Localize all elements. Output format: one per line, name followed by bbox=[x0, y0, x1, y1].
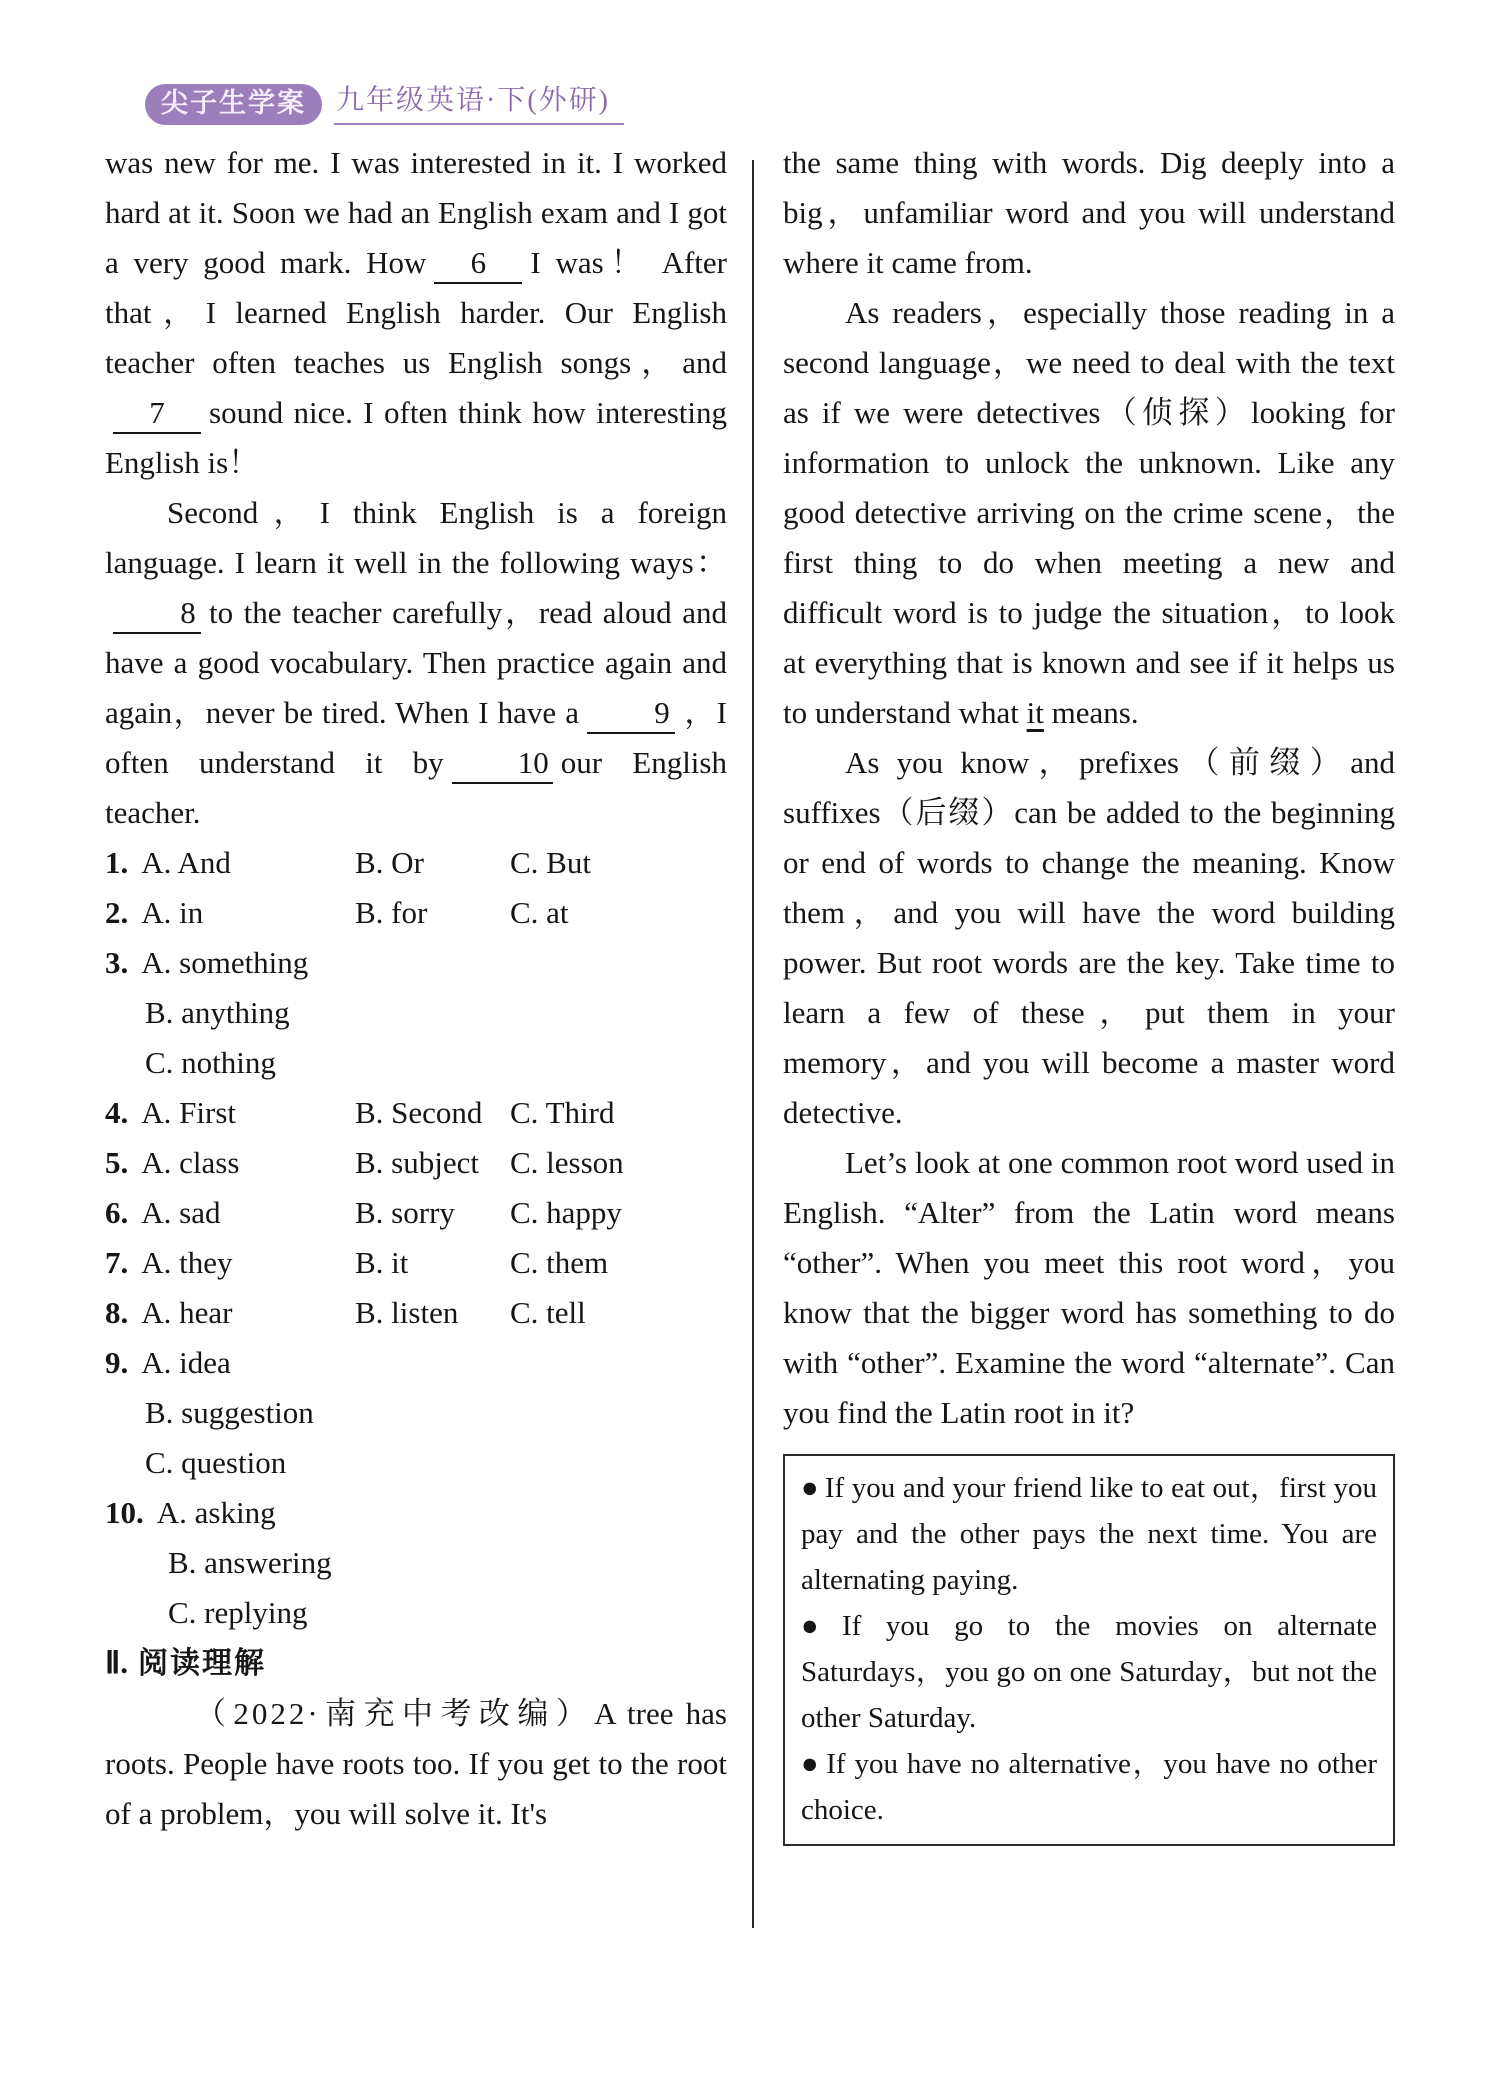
question-1 bbox=[105, 838, 727, 888]
example-item-2 bbox=[801, 1603, 1377, 1741]
reading-paragraph-3: As you know，prefixes（前缀）and suffixes（后缀）can be added to the beginning or end of words to change the meaning. Know them，and you will have the word building power. But root words are the key. Take time to learn a few of these，put them in your memory，and you will become a master word detective. bbox=[783, 745, 1395, 1130]
example-item-3-text: If you have no alternative，you have no other choice. bbox=[801, 1748, 1377, 1826]
question-2-option-c: C. at bbox=[510, 895, 569, 930]
question-1-number: 1. bbox=[105, 845, 129, 880]
question-10-option-c: C. replying bbox=[168, 1595, 308, 1630]
bullet-icon: ● bbox=[801, 1748, 821, 1780]
question-6-option-c: C. happy bbox=[510, 1195, 622, 1230]
question-1-option-a: 1. A. And bbox=[105, 845, 231, 880]
alternate-examples-box bbox=[783, 1454, 1395, 1846]
cloze-p2-text-1: Second，I think English is a foreign language. I learn it well in the following ways： bbox=[105, 495, 727, 580]
question-8-option-b: B. listen bbox=[355, 1295, 459, 1330]
question-9-number: 9. bbox=[105, 1345, 129, 1380]
question-9-option-a: A. idea bbox=[141, 1345, 231, 1380]
reading-paragraph-1: the same thing with words. Dig deeply into a big，unfamiliar word and you will understand where it came from. bbox=[783, 145, 1395, 280]
question-2 bbox=[105, 888, 727, 938]
reading-p2-text-1: As readers，especially those reading in a second language，we need to deal with the text as if we were detectives（侦探）looking for information to unlock the unknown. Like any good detective arriving on the crime scene，the first thing to do when meeting a new and difficult word is to judge the situation，to look at everything that is known and see if it helps us to understand what bbox=[783, 295, 1395, 730]
question-6-option-b: B. sorry bbox=[355, 1195, 455, 1230]
question-10 bbox=[105, 1488, 727, 1538]
edition-subtitle: 九年级英语·下(外研) bbox=[334, 86, 624, 125]
question-4-option-c: C. Third bbox=[510, 1095, 615, 1130]
example-item-1 bbox=[801, 1465, 1377, 1603]
question-1-option-b: B. Or bbox=[355, 845, 424, 880]
brand-badge: 尖子生学案 bbox=[145, 84, 322, 125]
question-7 bbox=[105, 1238, 727, 1288]
question-7-number: 7. bbox=[105, 1245, 129, 1280]
question-4-number: 4. bbox=[105, 1095, 129, 1130]
question-3-number: 3. bbox=[105, 945, 129, 980]
question-3-option-b: B. anything bbox=[145, 995, 290, 1030]
question-6 bbox=[105, 1188, 727, 1238]
bullet-icon: ● bbox=[801, 1472, 819, 1504]
example-item-1-text: If you and your friend like to eat out，first you pay and the other pays the next time. You are alternating paying. bbox=[801, 1472, 1377, 1596]
section-2-numeral: Ⅱ. bbox=[105, 1645, 129, 1680]
question-5-option-a: 5. A. class bbox=[105, 1145, 240, 1180]
bullet-icon: ● bbox=[801, 1610, 836, 1642]
example-item-3 bbox=[801, 1741, 1377, 1833]
exam-source-tag: （2022·南充中考改编） bbox=[195, 1696, 595, 1731]
question-8-option-c: C. tell bbox=[510, 1295, 586, 1330]
question-5-option-b: B. subject bbox=[355, 1145, 479, 1180]
underlined-word-it: it bbox=[1026, 695, 1044, 730]
right-column bbox=[783, 138, 1395, 1846]
cloze-p1-text-3: sound nice. I often think how interesting English is！ bbox=[105, 395, 727, 480]
question-4 bbox=[105, 1088, 727, 1138]
question-9-option-b: B. suggestion bbox=[145, 1395, 314, 1430]
reading-intro-paragraph bbox=[105, 1689, 727, 1839]
cloze-p1-text-1: was new for me. I was interested in it. I worked hard at it. Soon we had an English exam and I got a very good mark. How bbox=[105, 145, 727, 280]
question-7-option-c: C. them bbox=[510, 1245, 609, 1280]
question-9-option-c: C. question bbox=[145, 1445, 287, 1480]
question-7-option-a: 7. A. they bbox=[105, 1245, 233, 1280]
question-3-option-a: A. something bbox=[141, 945, 309, 980]
question-6-option-a: 6. A. sad bbox=[105, 1195, 221, 1230]
question-2-number: 2. bbox=[105, 895, 129, 930]
reading-p2-text-2: means. bbox=[1051, 695, 1139, 730]
question-10-option-a: A. asking bbox=[156, 1495, 276, 1530]
column-divider-line bbox=[752, 160, 754, 1928]
question-8 bbox=[105, 1288, 727, 1338]
cloze-paragraph-1 bbox=[105, 138, 727, 488]
question-3-option-c: C. nothing bbox=[145, 1045, 276, 1080]
question-1-option-c: C. But bbox=[510, 845, 591, 880]
cloze-blank-8: 8 bbox=[113, 597, 201, 634]
reading-paragraph-4: Let’s look at one common root word used in English. “Alter” from the Latin word means “other”. When you meet this root word，you know that the bigger word has something to do with “other”. Examine the word “alternate”. Can you find the Latin root in it? bbox=[783, 1145, 1395, 1430]
cloze-p2-text-4: our English teacher. bbox=[105, 745, 727, 830]
cloze-p2-text-3: ，I often understand it by bbox=[105, 695, 727, 780]
question-2-option-a: 2. A. in bbox=[105, 895, 204, 930]
left-column bbox=[105, 138, 727, 1839]
example-item-2-text: If you go to the movies on alternate Saturdays，you go on one Saturday，but not the other Saturday. bbox=[801, 1610, 1377, 1734]
cloze-p1-text-2: I was！ After that，I learned English harder. Our English teacher often teaches us English songs，and bbox=[105, 245, 728, 380]
question-9 bbox=[105, 1338, 727, 1388]
page-header bbox=[145, 84, 624, 125]
cloze-p2-text-2: to the teacher carefully，read aloud and have a good vocabulary. Then practice again and again，never be tired. When I have a bbox=[105, 595, 727, 730]
question-2-option-b: B. for bbox=[355, 895, 428, 930]
cloze-blank-10: 10 bbox=[452, 747, 553, 784]
question-8-number: 8. bbox=[105, 1295, 129, 1330]
question-3 bbox=[105, 938, 727, 988]
reading-intro-text: A tree has roots. People have roots too. If you get to the root of a problem，you will solve it. It's bbox=[105, 1696, 727, 1831]
section-2-heading bbox=[105, 1638, 727, 1689]
question-8-option-a: 8. A. hear bbox=[105, 1295, 233, 1330]
question-7-option-b: B. it bbox=[355, 1245, 409, 1280]
question-5 bbox=[105, 1138, 727, 1188]
cloze-blank-6: 6 bbox=[434, 247, 522, 284]
question-4-option-b: B. Second bbox=[355, 1095, 483, 1130]
reading-paragraph-2 bbox=[783, 288, 1395, 738]
section-2-title: 阅读理解 bbox=[138, 1647, 267, 1680]
cloze-paragraph-2 bbox=[105, 488, 727, 838]
cloze-blank-7: 7 bbox=[113, 397, 201, 434]
question-6-number: 6. bbox=[105, 1195, 129, 1230]
question-4-option-a: 4. A. First bbox=[105, 1095, 236, 1130]
question-10-option-b: B. answering bbox=[168, 1545, 332, 1580]
question-5-number: 5. bbox=[105, 1145, 129, 1180]
question-10-number: 10. bbox=[105, 1495, 144, 1530]
question-5-option-c: C. lesson bbox=[510, 1145, 624, 1180]
cloze-blank-9: 9 bbox=[587, 697, 675, 734]
